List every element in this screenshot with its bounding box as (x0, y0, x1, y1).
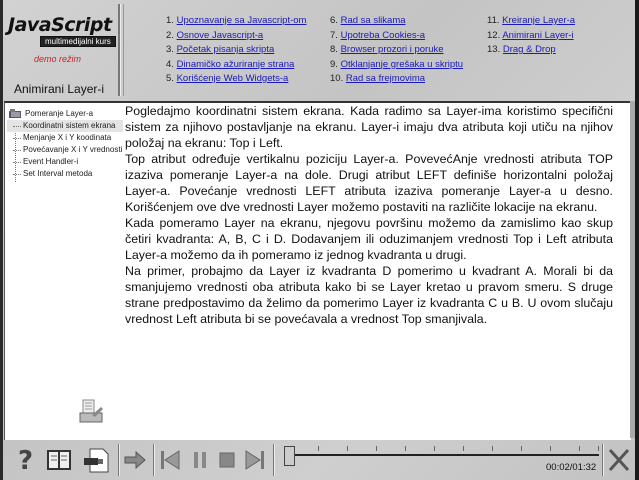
stop-icon (216, 446, 238, 474)
print-button[interactable] (82, 446, 110, 474)
print-icon (82, 446, 110, 474)
svg-text:?: ? (18, 446, 34, 474)
paragraph: Pogledajmo koordinatni sistem ekrana. Kada radimo sa Layer-ima koristimo specifični sistem za njihovo postavljanje na ekranu. Layer-i imaju dva atributa koji utiču na njihov položaj na ekranu: Top i Left. (125, 104, 613, 150)
chapter-link[interactable]: Korišćenje Web Widgets-a (176, 73, 289, 84)
tree-item[interactable]: Koordinatni sistem ekrana (7, 120, 123, 132)
divider (118, 4, 121, 96)
divider (123, 4, 124, 96)
tree-item[interactable]: Set Interval metoda (7, 168, 123, 180)
tree-item[interactable]: Menjanje X i Y koodinata (7, 132, 123, 144)
window-edge (630, 101, 635, 438)
chapter-link[interactable]: Drag & Drop (502, 44, 556, 55)
logo-title: JavaScript (8, 14, 112, 36)
playback-time: 00:02/01:32 (546, 462, 597, 473)
pause-button[interactable] (189, 446, 211, 474)
chapter-link[interactable]: Upotreba Cookies-a (340, 29, 426, 41)
demo-mode-label: demo režim (34, 54, 82, 64)
rewind-icon (157, 446, 183, 474)
pause-icon (189, 446, 211, 474)
chapter-link[interactable]: Početak pisanja skripta (176, 44, 275, 55)
help-button[interactable] (16, 446, 38, 474)
contents-button[interactable] (46, 446, 72, 474)
player-toolbar (4, 440, 635, 480)
timeline-track[interactable] (289, 454, 599, 456)
divider (153, 444, 155, 476)
lesson-text (125, 103, 613, 327)
chapter-item: 9. Otklanjanje grešaka u skriptu (330, 58, 464, 70)
paragraph: Top atribut određuje vertikalnu poziciju Layer-a. PovevećAnje vrednosti atributa TOP izaziva pomeranje Layer-a na dole. Drugi atribut LEFT definiše horizontalni položaj Layer-a. Povećanje vrednosti LEFT atributa izaziva pomeranje Layer-a u desno. Korišćenjem ove dve vrednosti Layer možemo postaviti na različite lokacije na ekranu. (125, 152, 613, 214)
stop-button[interactable] (216, 446, 238, 474)
divider (602, 444, 604, 476)
close-button[interactable] (607, 446, 631, 474)
divider (273, 444, 275, 476)
next-button[interactable] (122, 446, 148, 474)
chapter-item: 3. Početak pisanja skripta (166, 44, 275, 55)
chapter-link[interactable]: Animirani Layer-i (502, 29, 574, 41)
folder-icon (9, 109, 22, 118)
chapter-nav-column-2 (330, 14, 463, 87)
forward-button[interactable] (242, 446, 268, 474)
chapter-link[interactable]: Otklanjanje grešaka u skriptu (340, 58, 464, 70)
paragraph: Na primer, probajmo da Layer iz kvadranta D pomerimo u kvadrant A. Morali bi da smanjujemo vrednosti oba atributa kako bi se Layer kretao u pravom smeru. S druge strane predpostavimo da želimo da pomerimo Layer iz kvadranta C u B. U ovom slučaju vrednost Left atributa bi se povećavala a vrednost Top smanjivala. (125, 264, 613, 326)
chapter-link[interactable]: Upoznavanje sa Javascript-om (176, 15, 307, 26)
chapter-item: 1. Upoznavanje sa Javascript-om (166, 15, 307, 26)
chapter-item: 2. Osnove Javascript-a (166, 29, 264, 41)
logo-subtitle: multimedijalni kurs (40, 36, 116, 47)
chapter-link[interactable]: Osnove Javascript-a (176, 29, 264, 41)
timeline-slider-handle[interactable] (284, 446, 295, 466)
chapter-item: 6. Rad sa slikama (330, 15, 406, 26)
chapter-link[interactable]: Kreiranje Layer-a (502, 15, 576, 26)
chapter-item: 4. Dinamičko ažuriranje strana (166, 58, 295, 70)
forward-icon (242, 446, 268, 474)
chapter-link[interactable]: Browser prozori i poruke (340, 44, 444, 55)
chapter-item: 13. Drag & Drop (487, 44, 556, 55)
chapter-link[interactable]: Dinamičko ažuriranje strana (176, 58, 295, 70)
tree-item[interactable]: Povećavanje X i Y vrednosti (7, 144, 123, 156)
chapter-nav-column-3 (487, 14, 575, 58)
chapter-item: 5. Korišćenje Web Widgets-a (166, 73, 289, 84)
help-icon (16, 446, 38, 474)
close-icon (607, 446, 631, 474)
chapter-link[interactable]: Rad sa slikama (340, 15, 406, 26)
divider (118, 444, 120, 476)
chapter-item: 10. Rad sa frejmovima (330, 73, 426, 84)
tree-item[interactable]: Event Handler-i (7, 156, 123, 168)
page-title: Animirani Layer-i (14, 82, 105, 96)
chapter-nav-column-1 (166, 14, 306, 87)
book-icon (46, 446, 72, 474)
topic-tree (7, 107, 123, 180)
rewind-button[interactable] (157, 446, 183, 474)
tree-root[interactable]: Pomeranje Layer-a (7, 107, 123, 120)
chapter-item: 7. Upotreba Cookies-a (330, 29, 426, 41)
chapter-item: 11. Kreiranje Layer-a (487, 15, 576, 26)
chapter-item: 8. Browser prozori i poruke (330, 44, 444, 55)
timeline-ticks (289, 446, 599, 454)
next-arrow-icon (122, 446, 148, 474)
paragraph: Kada pomeramo Layer na ekranu, njegovu površinu možemo da zamislimo kao skup četiri kvadranta: A, B, C i D. Dodavanjem ili oduzimanjem vrednosti Top i Left atributa Layer-a možemo da ih pomeramo iz jednog kvadranta u drugi. (125, 216, 613, 262)
chapter-link[interactable]: Rad sa frejmovima (345, 73, 426, 84)
logo-panel (4, 4, 118, 96)
printer-icon[interactable] (77, 399, 105, 425)
content-window (4, 101, 631, 440)
chapter-item: 12. Animirani Layer-i (487, 29, 574, 41)
